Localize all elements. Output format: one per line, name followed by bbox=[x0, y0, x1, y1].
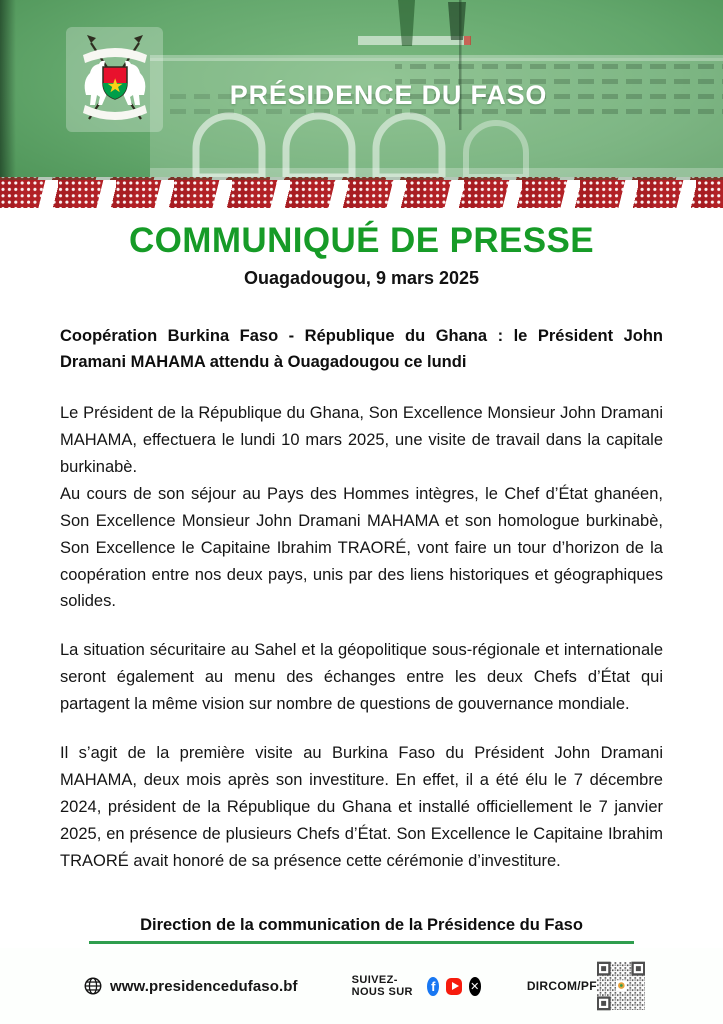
qr-code bbox=[597, 959, 645, 1013]
website-link[interactable] bbox=[84, 977, 298, 995]
header-title: PRÉSIDENCE DU FASO bbox=[229, 80, 548, 110]
footer-bar bbox=[0, 948, 723, 1024]
social-links bbox=[352, 974, 481, 998]
facebook-icon[interactable]: f bbox=[427, 977, 439, 996]
dircom-handle: DIRCOM/PF bbox=[526, 979, 597, 993]
signature-line: Direction de la communication de la Présidence du Faso bbox=[140, 916, 583, 935]
paragraph-3: La situation sécuritaire au Sahel et la géopolitique sous-régionale et internationale seront également au menu des échanges entre les deux Chefs d’État qui partagent la même vision sur nombre de questions de gouvernance mondiale. bbox=[60, 641, 663, 714]
footer-divider bbox=[89, 941, 634, 944]
decorative-fabric-strip bbox=[0, 177, 723, 208]
follow-us-label: SUIVEZ-NOUS SUR bbox=[351, 974, 413, 998]
paragraph-4: Il s’agit de la première visite au Burkina Faso du Président John Dramani MAHAMA, deux mois après son investiture. En effet, il a été élu le 7 décembre 2024, président de la République du Ghana et installé officiellement le 7 janvier 2025, en présence de plusieurs Chefs d’État. Son Excellence le Capitaine Ibrahim TRAORÉ avait honoré de sa présence cette cérémonie d’investiture. bbox=[60, 743, 663, 870]
document-body bbox=[0, 208, 723, 935]
paragraph-1: Le Président de la République du Ghana, Son Excellence Monsieur John Dramani MAHAMA, effectuera le lundi 10 mars 2025, une visite de travail dans la capitale burkinabè. bbox=[60, 404, 663, 476]
paragraph-2: Au cours de son séjour au Pays des Hommes intègres, le Chef d’État ghanéen, Son Excellence Monsieur John Dramani MAHAMA et son homologue burkinabè, Son Excellence le Capitaine Ibrahim TRAORÉ, vont faire un tour d’horizon de la coopération entre nos deux pays, unis par des liens historiques et géographiques solides. bbox=[60, 484, 663, 611]
globe-icon bbox=[84, 977, 102, 995]
press-release-title: COMMUNIQUÉ DE PRESSE bbox=[129, 221, 594, 260]
website-url: www.presidencedufaso.bf bbox=[110, 977, 298, 995]
youtube-icon[interactable] bbox=[446, 978, 461, 995]
header-banner bbox=[0, 0, 723, 177]
headline: Coopération Burkina Faso - République du Ghana : le Président John Dramani MAHAMA attendu à Ouagadougou ce lundi bbox=[60, 326, 663, 372]
dateline: Ouagadougou, 9 mars 2025 bbox=[243, 267, 480, 288]
x-icon[interactable]: ✕ bbox=[469, 977, 481, 996]
